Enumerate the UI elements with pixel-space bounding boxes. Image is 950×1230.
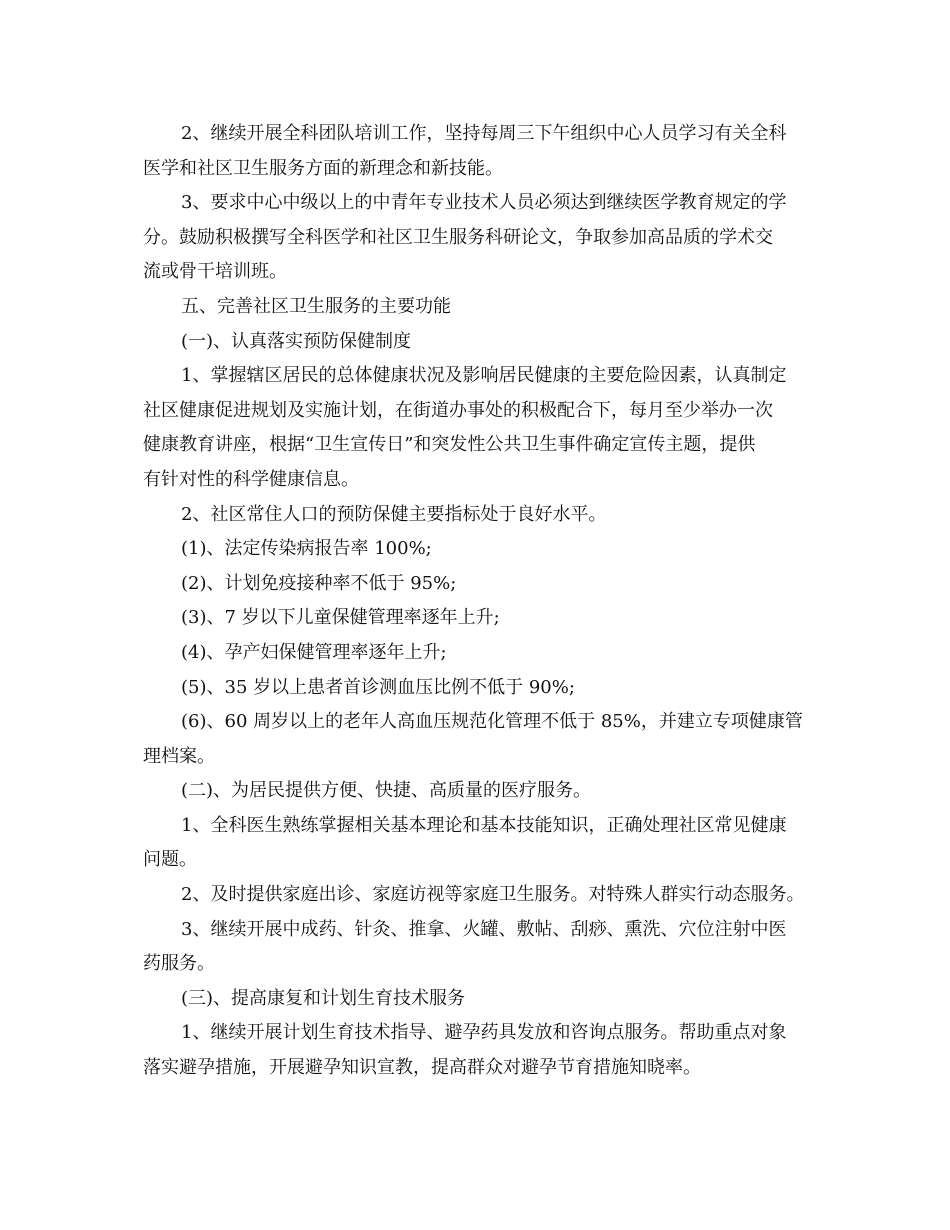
paragraph-line: 有针对性的科学健康信息。 (143, 468, 359, 490)
paragraph-line: 落实避孕措施，开展避孕知识宣教，提高群众对避孕节育措施知晓率。 (143, 1057, 701, 1079)
paragraph-line: 3、要求中心中级以上的中青年专业技术人员必须达到继续医学教育规定的学 (181, 192, 787, 214)
list-item: (2)、计划免疫接种率不低于 95%; (181, 572, 457, 594)
paragraph-line: 健康教育讲座，根据“卫生宣传日”和突发性公共卫生事件确定宣传主题，提供 (143, 434, 756, 456)
paragraph-line: 药服务。 (143, 953, 215, 975)
list-item: (3)、7 岁以下儿童保健管理率逐年上升; (181, 607, 500, 629)
subsection-heading: (三)、提高康复和计划生育技术服务 (181, 987, 466, 1009)
paragraph-line: 2、继续开展全科团队培训工作，坚持每周三下午组织中心人员学习有关全科 (181, 123, 787, 144)
list-item: (4)、孕产妇保健管理率逐年上升; (181, 641, 447, 663)
paragraph-line: 分。鼓励积极撰写全科医学和社区卫生服务科研论文，争取参加高品质的学术交 (143, 226, 773, 248)
paragraph-line: 问题。 (143, 849, 197, 871)
paragraph-line: 1、继续开展计划生育技术指导、避孕药具发放和咨询点服务。帮助重点对象 (181, 1022, 787, 1044)
paragraph-line: 1、掌握辖区居民的总体健康状况及影响居民健康的主要危险因素，认真制定 (181, 365, 787, 387)
paragraph-line: 2、社区常住人口的预防保健主要指标处于良好水平。 (181, 503, 607, 525)
paragraph-line: 理档案。 (143, 745, 215, 767)
document-body (143, 117, 823, 1086)
paragraph-line: 流或骨干培训班。 (143, 261, 287, 283)
list-item: (1)、法定传染病报告率 100%; (181, 538, 432, 560)
section-heading: 五、完善社区卫生服务的主要功能 (181, 295, 451, 317)
paragraph-line: 2、及时提供家庭出诊、家庭访视等家庭卫生服务。对特殊人群实行动态服务。 (181, 884, 805, 906)
paragraph-line: 3、继续开展中成药、针灸、推拿、火罐、敷帖、刮痧、熏洗、穴位注射中医 (181, 918, 787, 940)
paragraph-line: 医学和社区卫生服务方面的新理念和新技能。 (143, 157, 503, 179)
subsection-heading: (一)、认真落实预防保健制度 (181, 330, 412, 352)
paragraph-line: 社区健康促进规划及实施计划，在街道办事处的积极配合下，每月至少举办一次 (143, 399, 773, 421)
subsection-heading: (二)、为居民提供方便、快捷、高质量的医疗服务。 (181, 780, 592, 802)
list-item: (5)、35 岁以上患者首诊测血压比例不低于 90%; (181, 676, 575, 698)
paragraph-line: 1、全科医生熟练掌握相关基本理论和基本技能知识，正确处理社区常见健康 (181, 814, 787, 836)
list-item: (6)、60 周岁以上的老年人高血压规范化管理不低于 85%，并建立专项健康管 (181, 711, 803, 733)
